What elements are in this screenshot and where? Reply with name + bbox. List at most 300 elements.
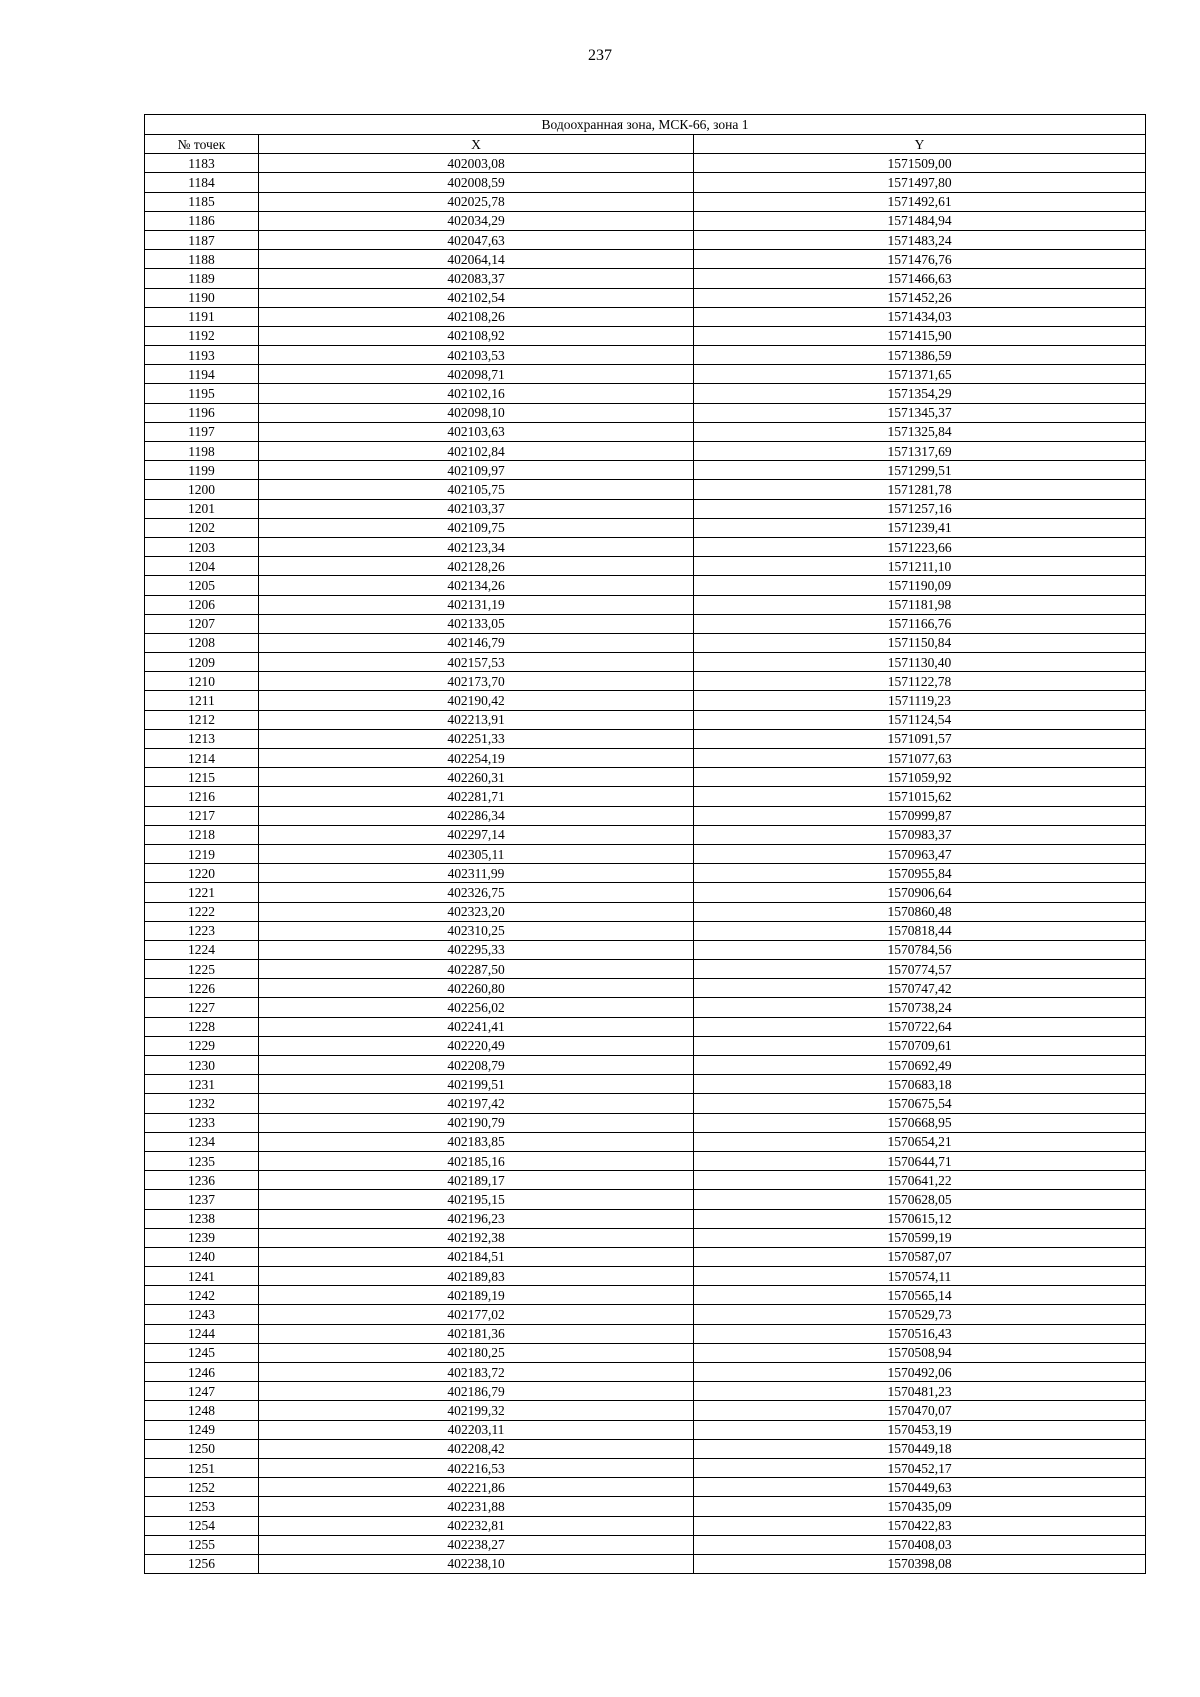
point-number-cell: 1214 (145, 749, 259, 768)
point-number-cell: 1200 (145, 480, 259, 499)
y-coordinate-cell: 1571484,94 (694, 211, 1146, 230)
x-coordinate-cell: 402181,36 (259, 1324, 694, 1343)
y-coordinate-cell: 1570906,64 (694, 883, 1146, 902)
table-row (145, 998, 1146, 1017)
x-coordinate-cell: 402108,92 (259, 326, 694, 345)
y-coordinate-cell: 1570747,42 (694, 979, 1146, 998)
point-number-cell: 1190 (145, 288, 259, 307)
x-coordinate-cell: 402190,42 (259, 691, 694, 710)
x-coordinate-cell: 402310,25 (259, 921, 694, 940)
y-coordinate-cell: 1571354,29 (694, 384, 1146, 403)
y-coordinate-cell: 1571317,69 (694, 442, 1146, 461)
point-number-cell: 1207 (145, 614, 259, 633)
y-coordinate-cell: 1570422,83 (694, 1516, 1146, 1535)
x-coordinate-cell: 402189,83 (259, 1267, 694, 1286)
y-coordinate-cell: 1570692,49 (694, 1056, 1146, 1075)
x-coordinate-cell: 402189,17 (259, 1171, 694, 1190)
y-coordinate-cell: 1571181,98 (694, 595, 1146, 614)
point-number-cell: 1197 (145, 422, 259, 441)
y-coordinate-cell: 1570668,95 (694, 1113, 1146, 1132)
table-row (145, 921, 1146, 940)
x-coordinate-cell: 402098,71 (259, 365, 694, 384)
table-row (145, 844, 1146, 863)
y-coordinate-cell: 1571091,57 (694, 729, 1146, 748)
y-coordinate-cell: 1571509,00 (694, 154, 1146, 173)
point-number-cell: 1221 (145, 883, 259, 902)
point-number-cell: 1242 (145, 1286, 259, 1305)
page-number: 237 (588, 47, 612, 64)
point-number-cell: 1231 (145, 1075, 259, 1094)
table-row (145, 1132, 1146, 1151)
y-coordinate-cell: 1570565,14 (694, 1286, 1146, 1305)
y-coordinate-cell: 1571211,10 (694, 557, 1146, 576)
y-coordinate-cell: 1570860,48 (694, 902, 1146, 921)
x-coordinate-cell: 402128,26 (259, 557, 694, 576)
point-number-cell: 1191 (145, 307, 259, 326)
y-coordinate-cell: 1571371,65 (694, 365, 1146, 384)
y-coordinate-cell: 1570999,87 (694, 806, 1146, 825)
table-row (145, 1113, 1146, 1132)
x-coordinate-cell: 402109,97 (259, 461, 694, 480)
x-coordinate-cell: 402131,19 (259, 595, 694, 614)
column-header-x: X (259, 135, 694, 154)
y-coordinate-cell: 1571325,84 (694, 422, 1146, 441)
x-coordinate-cell: 402232,81 (259, 1516, 694, 1535)
table-row (145, 825, 1146, 844)
x-coordinate-cell: 402108,26 (259, 307, 694, 326)
x-coordinate-cell: 402184,51 (259, 1247, 694, 1266)
table-row (145, 633, 1146, 652)
table-row (145, 288, 1146, 307)
table-row (145, 1151, 1146, 1170)
point-number-cell: 1186 (145, 211, 259, 230)
x-coordinate-cell: 402251,33 (259, 729, 694, 748)
point-number-cell: 1204 (145, 557, 259, 576)
point-number-cell: 1251 (145, 1458, 259, 1477)
table-row (145, 499, 1146, 518)
table-row (145, 960, 1146, 979)
y-coordinate-cell: 1570435,09 (694, 1497, 1146, 1516)
table-row (145, 1343, 1146, 1362)
x-coordinate-cell: 402008,59 (259, 173, 694, 192)
y-coordinate-cell: 1571492,61 (694, 192, 1146, 211)
y-coordinate-cell: 1570452,17 (694, 1458, 1146, 1477)
x-coordinate-cell: 402103,63 (259, 422, 694, 441)
x-coordinate-cell: 402186,79 (259, 1382, 694, 1401)
point-number-cell: 1232 (145, 1094, 259, 1113)
point-number-cell: 1208 (145, 633, 259, 652)
x-coordinate-cell: 402196,23 (259, 1209, 694, 1228)
table-row (145, 537, 1146, 556)
x-coordinate-cell: 402105,75 (259, 480, 694, 499)
x-coordinate-cell: 402064,14 (259, 250, 694, 269)
table-row (145, 1190, 1146, 1209)
point-number-cell: 1222 (145, 902, 259, 921)
point-number-cell: 1233 (145, 1113, 259, 1132)
x-coordinate-cell: 402034,29 (259, 211, 694, 230)
y-coordinate-cell: 1571483,24 (694, 230, 1146, 249)
table-row (145, 1056, 1146, 1075)
y-coordinate-cell: 1571124,54 (694, 710, 1146, 729)
table-row (145, 307, 1146, 326)
point-number-cell: 1241 (145, 1267, 259, 1286)
y-coordinate-cell: 1571190,09 (694, 576, 1146, 595)
point-number-cell: 1237 (145, 1190, 259, 1209)
x-coordinate-cell: 402195,15 (259, 1190, 694, 1209)
x-coordinate-cell: 402221,86 (259, 1478, 694, 1497)
y-coordinate-cell: 1570675,54 (694, 1094, 1146, 1113)
x-coordinate-cell: 402311,99 (259, 864, 694, 883)
point-number-cell: 1226 (145, 979, 259, 998)
y-coordinate-cell: 1571257,16 (694, 499, 1146, 518)
point-number-cell: 1239 (145, 1228, 259, 1247)
x-coordinate-cell: 402287,50 (259, 960, 694, 979)
x-coordinate-cell: 402260,80 (259, 979, 694, 998)
x-coordinate-cell: 402102,84 (259, 442, 694, 461)
x-coordinate-cell: 402047,63 (259, 230, 694, 249)
table-row (145, 653, 1146, 672)
y-coordinate-cell: 1570983,37 (694, 825, 1146, 844)
x-coordinate-cell: 402231,88 (259, 1497, 694, 1516)
point-number-cell: 1255 (145, 1535, 259, 1554)
y-coordinate-cell: 1571239,41 (694, 518, 1146, 537)
point-number-cell: 1188 (145, 250, 259, 269)
table-row (145, 1228, 1146, 1247)
point-number-cell: 1201 (145, 499, 259, 518)
y-coordinate-cell: 1571122,78 (694, 672, 1146, 691)
y-coordinate-cell: 1570398,08 (694, 1554, 1146, 1573)
y-coordinate-cell: 1570641,22 (694, 1171, 1146, 1190)
y-coordinate-cell: 1571299,51 (694, 461, 1146, 480)
table-title-row (145, 115, 1146, 135)
point-number-cell: 1193 (145, 346, 259, 365)
point-number-cell: 1245 (145, 1343, 259, 1362)
point-number-cell: 1213 (145, 729, 259, 748)
y-coordinate-cell: 1571166,76 (694, 614, 1146, 633)
x-coordinate-cell: 402189,19 (259, 1286, 694, 1305)
table-row (145, 1075, 1146, 1094)
x-coordinate-cell: 402103,53 (259, 346, 694, 365)
point-number-cell: 1216 (145, 787, 259, 806)
coordinates-table (144, 114, 1146, 1574)
y-coordinate-cell: 1571386,59 (694, 346, 1146, 365)
y-coordinate-cell: 1570683,18 (694, 1075, 1146, 1094)
y-coordinate-cell: 1570722,64 (694, 1017, 1146, 1036)
table-row (145, 1458, 1146, 1477)
point-number-cell: 1187 (145, 230, 259, 249)
table-row (145, 173, 1146, 192)
x-coordinate-cell: 402238,10 (259, 1554, 694, 1573)
y-coordinate-cell: 1570470,07 (694, 1401, 1146, 1420)
table-row (145, 1497, 1146, 1516)
x-coordinate-cell: 402102,54 (259, 288, 694, 307)
point-number-cell: 1196 (145, 403, 259, 422)
y-coordinate-cell: 1571059,92 (694, 768, 1146, 787)
point-number-cell: 1254 (145, 1516, 259, 1535)
table-row (145, 1209, 1146, 1228)
x-coordinate-cell: 402192,38 (259, 1228, 694, 1247)
x-coordinate-cell: 402326,75 (259, 883, 694, 902)
y-coordinate-cell: 1570615,12 (694, 1209, 1146, 1228)
point-number-cell: 1230 (145, 1056, 259, 1075)
table-row (145, 461, 1146, 480)
table-row (145, 365, 1146, 384)
point-number-cell: 1192 (145, 326, 259, 345)
point-number-cell: 1195 (145, 384, 259, 403)
table-row (145, 595, 1146, 614)
table-row (145, 576, 1146, 595)
table-row (145, 1401, 1146, 1420)
x-coordinate-cell: 402146,79 (259, 633, 694, 652)
table-row (145, 1017, 1146, 1036)
table-row (145, 1171, 1146, 1190)
x-coordinate-cell: 402220,49 (259, 1036, 694, 1055)
table-row (145, 902, 1146, 921)
point-number-cell: 1228 (145, 1017, 259, 1036)
y-coordinate-cell: 1571434,03 (694, 307, 1146, 326)
point-number-cell: 1218 (145, 825, 259, 844)
x-coordinate-cell: 402103,37 (259, 499, 694, 518)
table-row (145, 1439, 1146, 1458)
y-coordinate-cell: 1571466,63 (694, 269, 1146, 288)
y-coordinate-cell: 1570963,47 (694, 844, 1146, 863)
point-number-cell: 1244 (145, 1324, 259, 1343)
x-coordinate-cell: 402173,70 (259, 672, 694, 691)
table-row (145, 192, 1146, 211)
table-row (145, 250, 1146, 269)
table-row (145, 480, 1146, 499)
point-number-cell: 1225 (145, 960, 259, 979)
table-row (145, 883, 1146, 902)
table-row (145, 614, 1146, 633)
point-number-cell: 1212 (145, 710, 259, 729)
x-coordinate-cell: 402256,02 (259, 998, 694, 1017)
table-row (145, 1535, 1146, 1554)
y-coordinate-cell: 1570774,57 (694, 960, 1146, 979)
table-header-row (145, 135, 1146, 154)
y-coordinate-cell: 1571150,84 (694, 633, 1146, 652)
table-row (145, 1094, 1146, 1113)
point-number-cell: 1206 (145, 595, 259, 614)
x-coordinate-cell: 402025,78 (259, 192, 694, 211)
y-coordinate-cell: 1570955,84 (694, 864, 1146, 883)
table-row (145, 1286, 1146, 1305)
point-number-cell: 1224 (145, 940, 259, 959)
x-coordinate-cell: 402102,16 (259, 384, 694, 403)
point-number-cell: 1248 (145, 1401, 259, 1420)
table-row (145, 346, 1146, 365)
x-coordinate-cell: 402254,19 (259, 749, 694, 768)
point-number-cell: 1205 (145, 576, 259, 595)
table-row (145, 768, 1146, 787)
x-coordinate-cell: 402199,51 (259, 1075, 694, 1094)
x-coordinate-cell: 402109,75 (259, 518, 694, 537)
x-coordinate-cell: 402180,25 (259, 1343, 694, 1362)
point-number-cell: 1217 (145, 806, 259, 825)
point-number-cell: 1185 (145, 192, 259, 211)
x-coordinate-cell: 402185,16 (259, 1151, 694, 1170)
table-row (145, 672, 1146, 691)
y-coordinate-cell: 1571497,80 (694, 173, 1146, 192)
point-number-cell: 1250 (145, 1439, 259, 1458)
y-coordinate-cell: 1570481,23 (694, 1382, 1146, 1401)
table-row (145, 1420, 1146, 1439)
y-coordinate-cell: 1570408,03 (694, 1535, 1146, 1554)
x-coordinate-cell: 402098,10 (259, 403, 694, 422)
x-coordinate-cell: 402260,31 (259, 768, 694, 787)
y-coordinate-cell: 1571015,62 (694, 787, 1146, 806)
y-coordinate-cell: 1570628,05 (694, 1190, 1146, 1209)
y-coordinate-cell: 1570574,11 (694, 1267, 1146, 1286)
x-coordinate-cell: 402297,14 (259, 825, 694, 844)
table-row (145, 230, 1146, 249)
point-number-cell: 1220 (145, 864, 259, 883)
table-row (145, 979, 1146, 998)
y-coordinate-cell: 1570784,56 (694, 940, 1146, 959)
table-row (145, 1267, 1146, 1286)
y-coordinate-cell: 1571077,63 (694, 749, 1146, 768)
y-coordinate-cell: 1570654,21 (694, 1132, 1146, 1151)
y-coordinate-cell: 1571223,66 (694, 537, 1146, 556)
point-number-cell: 1189 (145, 269, 259, 288)
x-coordinate-cell: 402286,34 (259, 806, 694, 825)
y-coordinate-cell: 1570449,18 (694, 1439, 1146, 1458)
y-coordinate-cell: 1571452,26 (694, 288, 1146, 307)
point-number-cell: 1219 (145, 844, 259, 863)
table-row (145, 211, 1146, 230)
x-coordinate-cell: 402134,26 (259, 576, 694, 595)
y-coordinate-cell: 1571130,40 (694, 653, 1146, 672)
table-body (145, 154, 1146, 1574)
point-number-cell: 1246 (145, 1363, 259, 1382)
point-number-cell: 1238 (145, 1209, 259, 1228)
table-row (145, 442, 1146, 461)
table-row (145, 806, 1146, 825)
table-row (145, 518, 1146, 537)
y-coordinate-cell: 1571415,90 (694, 326, 1146, 345)
table-row (145, 422, 1146, 441)
x-coordinate-cell: 402123,34 (259, 537, 694, 556)
y-coordinate-cell: 1570644,71 (694, 1151, 1146, 1170)
x-coordinate-cell: 402177,02 (259, 1305, 694, 1324)
x-coordinate-cell: 402241,41 (259, 1017, 694, 1036)
y-coordinate-cell: 1570738,24 (694, 998, 1146, 1017)
x-coordinate-cell: 402208,42 (259, 1439, 694, 1458)
point-number-cell: 1249 (145, 1420, 259, 1439)
x-coordinate-cell: 402197,42 (259, 1094, 694, 1113)
x-coordinate-cell: 402183,85 (259, 1132, 694, 1151)
table-row (145, 1247, 1146, 1266)
point-number-cell: 1229 (145, 1036, 259, 1055)
point-number-cell: 1247 (145, 1382, 259, 1401)
y-coordinate-cell: 1570599,19 (694, 1228, 1146, 1247)
point-number-cell: 1256 (145, 1554, 259, 1573)
x-coordinate-cell: 402305,11 (259, 844, 694, 863)
table-row (145, 403, 1146, 422)
y-coordinate-cell: 1570587,07 (694, 1247, 1146, 1266)
point-number-cell: 1253 (145, 1497, 259, 1516)
point-number-cell: 1184 (145, 173, 259, 192)
point-number-cell: 1199 (145, 461, 259, 480)
y-coordinate-cell: 1571281,78 (694, 480, 1146, 499)
point-number-cell: 1236 (145, 1171, 259, 1190)
table-row (145, 729, 1146, 748)
column-header-y: Y (694, 135, 1146, 154)
table-row (145, 1516, 1146, 1535)
point-number-cell: 1210 (145, 672, 259, 691)
table-title: Водоохранная зона, МСК-66, зона 1 (145, 115, 1146, 135)
y-coordinate-cell: 1570508,94 (694, 1343, 1146, 1362)
table-row (145, 1363, 1146, 1382)
y-coordinate-cell: 1570529,73 (694, 1305, 1146, 1324)
y-coordinate-cell: 1570709,61 (694, 1036, 1146, 1055)
column-header-point-number: № точек (145, 135, 259, 154)
x-coordinate-cell: 402323,20 (259, 902, 694, 921)
table-row (145, 154, 1146, 173)
y-coordinate-cell: 1571119,23 (694, 691, 1146, 710)
x-coordinate-cell: 402295,33 (259, 940, 694, 959)
x-coordinate-cell: 402203,11 (259, 1420, 694, 1439)
point-number-cell: 1215 (145, 768, 259, 787)
table-row (145, 1478, 1146, 1497)
point-number-cell: 1211 (145, 691, 259, 710)
x-coordinate-cell: 402183,72 (259, 1363, 694, 1382)
point-number-cell: 1234 (145, 1132, 259, 1151)
y-coordinate-cell: 1571345,37 (694, 403, 1146, 422)
table-row (145, 1382, 1146, 1401)
point-number-cell: 1203 (145, 537, 259, 556)
table-row (145, 1305, 1146, 1324)
table-row (145, 1036, 1146, 1055)
table-row (145, 557, 1146, 576)
point-number-cell: 1227 (145, 998, 259, 1017)
y-coordinate-cell: 1570818,44 (694, 921, 1146, 940)
x-coordinate-cell: 402083,37 (259, 269, 694, 288)
x-coordinate-cell: 402157,53 (259, 653, 694, 672)
table-row (145, 749, 1146, 768)
y-coordinate-cell: 1571476,76 (694, 250, 1146, 269)
point-number-cell: 1243 (145, 1305, 259, 1324)
table-row (145, 691, 1146, 710)
x-coordinate-cell: 402213,91 (259, 710, 694, 729)
y-coordinate-cell: 1570453,19 (694, 1420, 1146, 1439)
y-coordinate-cell: 1570492,06 (694, 1363, 1146, 1382)
x-coordinate-cell: 402190,79 (259, 1113, 694, 1132)
y-coordinate-cell: 1570449,63 (694, 1478, 1146, 1497)
point-number-cell: 1202 (145, 518, 259, 537)
point-number-cell: 1209 (145, 653, 259, 672)
point-number-cell: 1240 (145, 1247, 259, 1266)
y-coordinate-cell: 1570516,43 (694, 1324, 1146, 1343)
x-coordinate-cell: 402281,71 (259, 787, 694, 806)
table-row (145, 864, 1146, 883)
table-row (145, 269, 1146, 288)
x-coordinate-cell: 402216,53 (259, 1458, 694, 1477)
table-row (145, 787, 1146, 806)
point-number-cell: 1252 (145, 1478, 259, 1497)
x-coordinate-cell: 402208,79 (259, 1056, 694, 1075)
x-coordinate-cell: 402133,05 (259, 614, 694, 633)
table-row (145, 940, 1146, 959)
table-row (145, 1324, 1146, 1343)
point-number-cell: 1194 (145, 365, 259, 384)
table-row (145, 326, 1146, 345)
point-number-cell: 1198 (145, 442, 259, 461)
table-row (145, 710, 1146, 729)
point-number-cell: 1223 (145, 921, 259, 940)
point-number-cell: 1235 (145, 1151, 259, 1170)
table-row (145, 1554, 1146, 1573)
